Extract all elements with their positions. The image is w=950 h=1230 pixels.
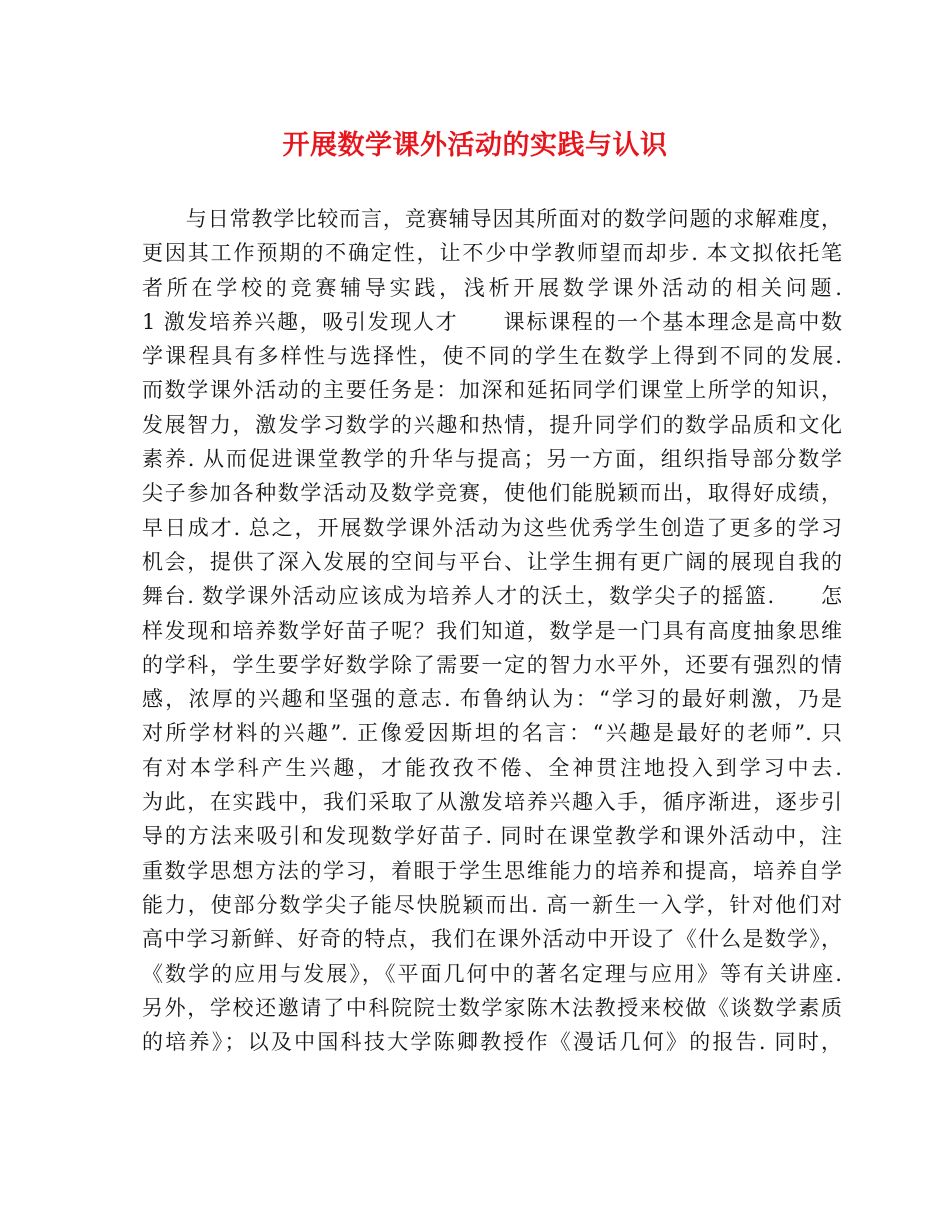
body-line: 重数学思想方法的学习，着眼于学生思维能力的培养和提高，培养自学 — [142, 858, 842, 883]
body-line: 感，浓厚的兴趣和坚强的意志. 布鲁纳认为：“学习的最好刺激，乃是 — [142, 687, 842, 712]
body-line: 尖子参加各种数学活动及数学竞赛，使他们能脱颖而出，取得好成绩， — [142, 481, 842, 506]
body-line: 者所在学校的竞赛辅导实践，浅析开展数学课外活动的相关问题. — [142, 275, 842, 300]
body-line: 样发现和培养数学好苗子呢？我们知道，数学是一门具有高度抽象思维 — [142, 618, 842, 643]
body-line: 导的方法来吸引和发现数学好苗子. 同时在课堂教学和课外活动中，注 — [142, 824, 842, 849]
body-line: 机会，提供了深入发展的空间与平台、让学生拥有更广阔的展现自我的 — [142, 549, 842, 574]
body-line: 素养. 从而促进课堂教学的升华与提高；另一方面，组织指导部分数学 — [142, 447, 842, 472]
body-line: 学课程具有多样性与选择性，使不同的学生在数学上得到不同的发展. — [142, 344, 842, 369]
body-line: 《数学的应用与发展》，《平面几何中的著名定理与应用》等有关讲座. — [142, 961, 842, 986]
body-line: 能力，使部分数学尖子能尽快脱颖而出. 高一新生一入学，针对他们对 — [142, 892, 842, 917]
body-line: 而数学课外活动的主要任务是：加深和延拓同学们课堂上所学的知识， — [142, 378, 842, 403]
body-line: 对所学材料的兴趣”. 正像爱因斯坦的名言：“兴趣是最好的老师”. 只 — [142, 721, 842, 746]
body-line: 与日常教学比较而言，竞赛辅导因其所面对的数学问题的求解难度， — [142, 207, 842, 231]
body-line: 有对本学科产生兴趣，才能孜孜不倦、全神贯注地投入到学习中去. — [142, 755, 842, 780]
body-line: 舞台. 数学课外活动应该成为培养人才的沃土，数学尖子的摇篮. 怎 — [142, 584, 842, 609]
body-line: 早日成才. 总之，开展数学课外活动为这些优秀学生创造了更多的学习 — [142, 515, 842, 540]
body-line: 的学科，学生要学好数学除了需要一定的智力水平外，还要有强烈的情 — [142, 652, 842, 677]
body-line: 为此，在实践中，我们采取了从激发培养兴趣入手，循序渐进，逐步引 — [142, 790, 842, 815]
body-line: 发展智力，激发学习数学的兴趣和热情，提升同学们的数学品质和文化 — [142, 412, 842, 437]
body-line: 另外，学校还邀请了中科院院士数学家陈木法教授来校做《谈数学素质 — [142, 995, 842, 1020]
body-line: 高中学习新鲜、好奇的特点，我们在课外活动中开设了《什么是数学》， — [142, 927, 842, 952]
document-body — [142, 202, 842, 1059]
body-line: 更因其工作预期的不确定性，让不少中学教师望而却步. 本文拟依托笔 — [142, 241, 842, 266]
body-line: 1 激发培养兴趣，吸引发现人才 课标课程的一个基本理念是高中数 — [142, 309, 842, 334]
body-line: 的培养》；以及中国科技大学陈卿教授作《漫话几何》的报告. 同时， — [142, 1030, 842, 1055]
document-title: 开展数学课外活动的实践与认识 — [282, 130, 668, 161]
